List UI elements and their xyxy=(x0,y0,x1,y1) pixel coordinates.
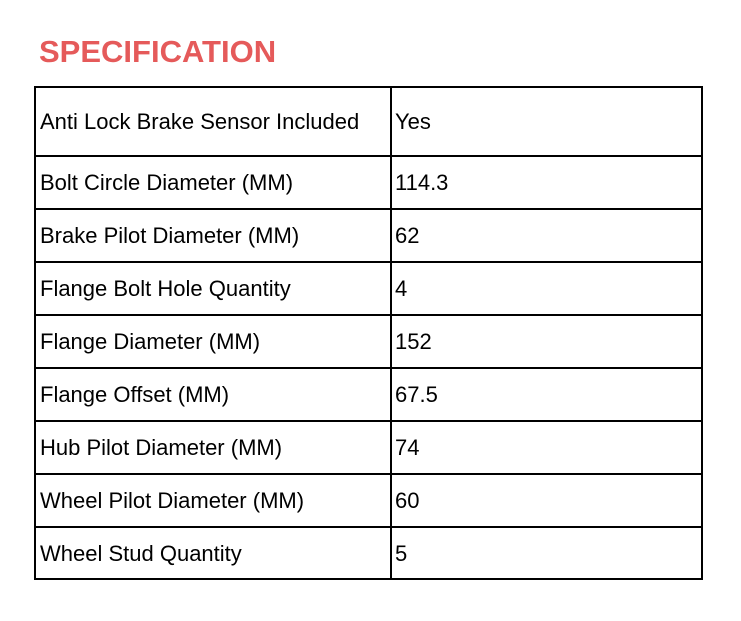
table-row xyxy=(35,262,702,315)
spec-value-cell: 5 xyxy=(391,527,702,579)
table-row xyxy=(35,315,702,368)
spec-name-cell: Flange Bolt Hole Quantity xyxy=(35,262,391,315)
spec-value-cell: Yes xyxy=(391,87,702,156)
table-row xyxy=(35,156,702,209)
specification-table xyxy=(34,86,703,580)
spec-value-cell: 60 xyxy=(391,474,702,527)
spec-value-cell: 152 xyxy=(391,315,702,368)
table-row xyxy=(35,87,702,156)
table-row xyxy=(35,209,702,262)
table-row xyxy=(35,527,702,579)
spec-name-cell: Wheel Pilot Diameter (MM) xyxy=(35,474,391,527)
table-row xyxy=(35,368,702,421)
spec-name-cell: Flange Diameter (MM) xyxy=(35,315,391,368)
spec-name-cell: Flange Offset (MM) xyxy=(35,368,391,421)
table-row xyxy=(35,474,702,527)
spec-value-cell: 67.5 xyxy=(391,368,702,421)
spec-name-cell: Wheel Stud Quantity xyxy=(35,527,391,579)
spec-value-cell: 4 xyxy=(391,262,702,315)
spec-value-cell: 74 xyxy=(391,421,702,474)
specification-table-body xyxy=(35,87,702,579)
spec-name-cell: Bolt Circle Diameter (MM) xyxy=(35,156,391,209)
table-row xyxy=(35,421,702,474)
spec-value-cell: 62 xyxy=(391,209,702,262)
page-title: SPECIFICATION xyxy=(39,34,277,69)
spec-name-cell: Anti Lock Brake Sensor Included xyxy=(35,87,391,156)
spec-value-cell: 114.3 xyxy=(391,156,702,209)
spec-name-cell: Brake Pilot Diameter (MM) xyxy=(35,209,391,262)
spec-name-cell: Hub Pilot Diameter (MM) xyxy=(35,421,391,474)
